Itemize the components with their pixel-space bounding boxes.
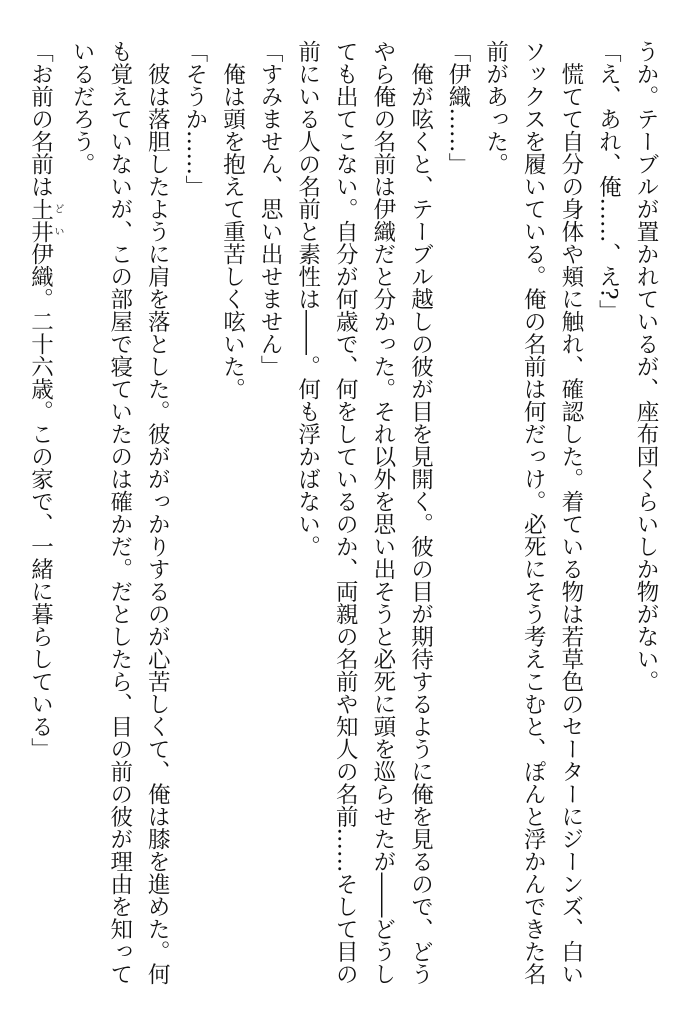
text-line: ても出てこない。自分が何歳で、何をしているのか、両親の名前や知人の名前……そして目の — [332, 40, 359, 985]
text-line: 俺は頭を抱えて重苦しく呟いた。 — [219, 40, 246, 400]
ruby-reading: どい — [52, 197, 63, 243]
text-line: 彼は落胆したように肩を落とした。彼ががっかりするのが心苦しくて、俺は膝を進めた。何 — [144, 40, 171, 985]
text-line: 「そうか……」 — [181, 40, 208, 198]
text-line: ソックスを履いている。俺の名前は何だっけ。必死にそう考えこむと、ぽんと浮かんできた名 — [520, 40, 547, 985]
text-line: 慌てて自分の身体や頬に触れ、確認した。着ている物は若草色のセーターにジーンズ、白い — [557, 40, 584, 985]
text-line: 「伊織……」 — [445, 40, 472, 175]
vertical-text-block — [21, 40, 664, 985]
text-line: うか。テーブルが置かれているが、座布団くらいしか物がない。 — [633, 40, 659, 693]
text-line: 「え、あれ、俺……、え?」 — [595, 40, 622, 323]
text-line: いるだろう。 — [69, 40, 96, 175]
text-line-last — [21, 40, 63, 985]
text-line: も覚えていないが、この部屋で寝ていたのは確かだ。だとしたら、目の前の彼が理由を知って — [106, 40, 133, 985]
text-line: 前があった。 — [482, 40, 509, 175]
text-line: 前にいる人の名前と素性は――。何も浮かばない。 — [294, 40, 321, 558]
text-line: やら俺の名前は伊織だと分かった。それ以外を思い出そうと必死に頭を巡らせたが――どうし — [369, 40, 396, 985]
text-line: 「すみません、思い出せません」 — [257, 40, 284, 378]
text-line: 俺が呟くと、テーブル越しの彼が目を見開く。彼の目が期待するように俺を見るので、どう — [407, 40, 434, 985]
last-line-after: 伊織。二十六歳。この家で、一緒に暮らしている」 — [27, 242, 54, 760]
ruby-base: 土井 — [27, 197, 54, 243]
last-line-before: 「お前の名前は — [27, 40, 54, 198]
name-ruby — [27, 197, 63, 243]
